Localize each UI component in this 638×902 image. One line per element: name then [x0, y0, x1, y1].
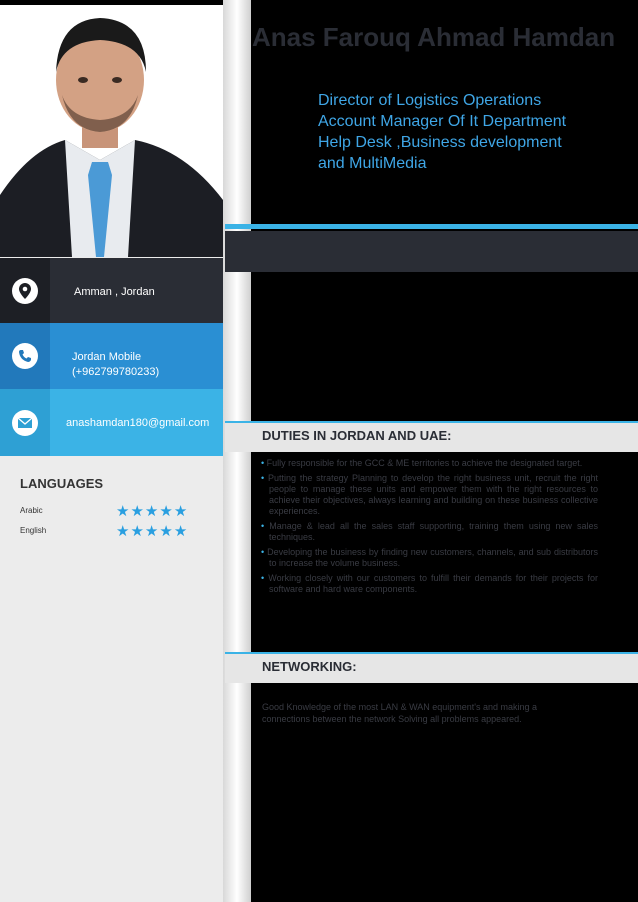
networking-title: NETWORKING: [262, 659, 357, 674]
phone-icon [12, 343, 38, 369]
star-icon: ★ [144, 503, 160, 520]
list-item: • Working closely with our customers to fulfill their demands for their projects for software and hard ware components. [258, 573, 598, 595]
star-icon: ★ [144, 523, 160, 540]
star-icon: ★ [159, 503, 174, 520]
contact-location [0, 258, 225, 323]
language-rating-stars [116, 522, 188, 540]
list-item: • Manage & lead all the sales staff supporting, training them using new sales techniques. [258, 521, 598, 543]
contact-phone [0, 323, 225, 389]
language-row-english [20, 524, 210, 540]
email-link[interactable]: anashamdan180@gmail.com [66, 417, 210, 429]
language-name: Arabic [20, 506, 43, 515]
header-dark-band [225, 231, 638, 272]
duties-title: DUTIES IN JORDAN AND UAE: [262, 428, 452, 443]
star-icon: ★ [130, 503, 145, 520]
duties-section-header [225, 421, 638, 452]
job-title-line: Director of Logistics Operations [318, 92, 542, 109]
job-title-line: and MultiMedia [318, 155, 427, 172]
phone-number[interactable]: (+962799780233) [72, 366, 160, 378]
star-icon: ★ [173, 503, 189, 520]
networking-section-header [225, 652, 638, 683]
profile-photo [0, 0, 223, 257]
location-text: Amman , Jordan [74, 286, 155, 298]
star-icon: ★ [130, 523, 145, 540]
phone-label: Jordan Mobile [72, 351, 142, 363]
job-titles [318, 90, 618, 174]
location-pin-icon [12, 278, 38, 304]
languages-title: LANGUAGES [20, 476, 104, 491]
person-name: Anas Farouq Ahmad Hamdan [252, 22, 616, 52]
networking-text: Good Knowledge of the most LAN & WAN equipment's and making a connections between the network Solving all problems appeared. [262, 702, 538, 724]
star-icon: ★ [159, 523, 174, 540]
contact-email [0, 389, 225, 456]
star-icon: ★ [173, 523, 189, 540]
star-icon: ★ [116, 523, 131, 540]
list-item: • Developing the business by finding new customers, channels, and sub distributors to increase the volume business. [258, 547, 598, 569]
language-row-arabic [20, 504, 210, 520]
duties-list [258, 458, 598, 599]
list-item: • Putting the strategy Planning to develop the right business unit, recruit the right people to manage these units and empower them with the right resources to achieve their objectives, always learning and building on these business collective experiences. [258, 473, 598, 517]
envelope-icon [12, 410, 38, 436]
portrait-illustration [0, 0, 223, 257]
star-icon: ★ [116, 503, 131, 520]
language-name: English [20, 526, 47, 535]
job-title-line: Help Desk ,Business development [318, 134, 562, 151]
language-rating-stars [116, 502, 188, 520]
list-item: • Fully responsible for the GCC & ME territories to achieve the designated target. [258, 458, 598, 469]
job-title-line: Account Manager Of It Department [318, 113, 567, 130]
header-accent-stripe [225, 224, 638, 229]
